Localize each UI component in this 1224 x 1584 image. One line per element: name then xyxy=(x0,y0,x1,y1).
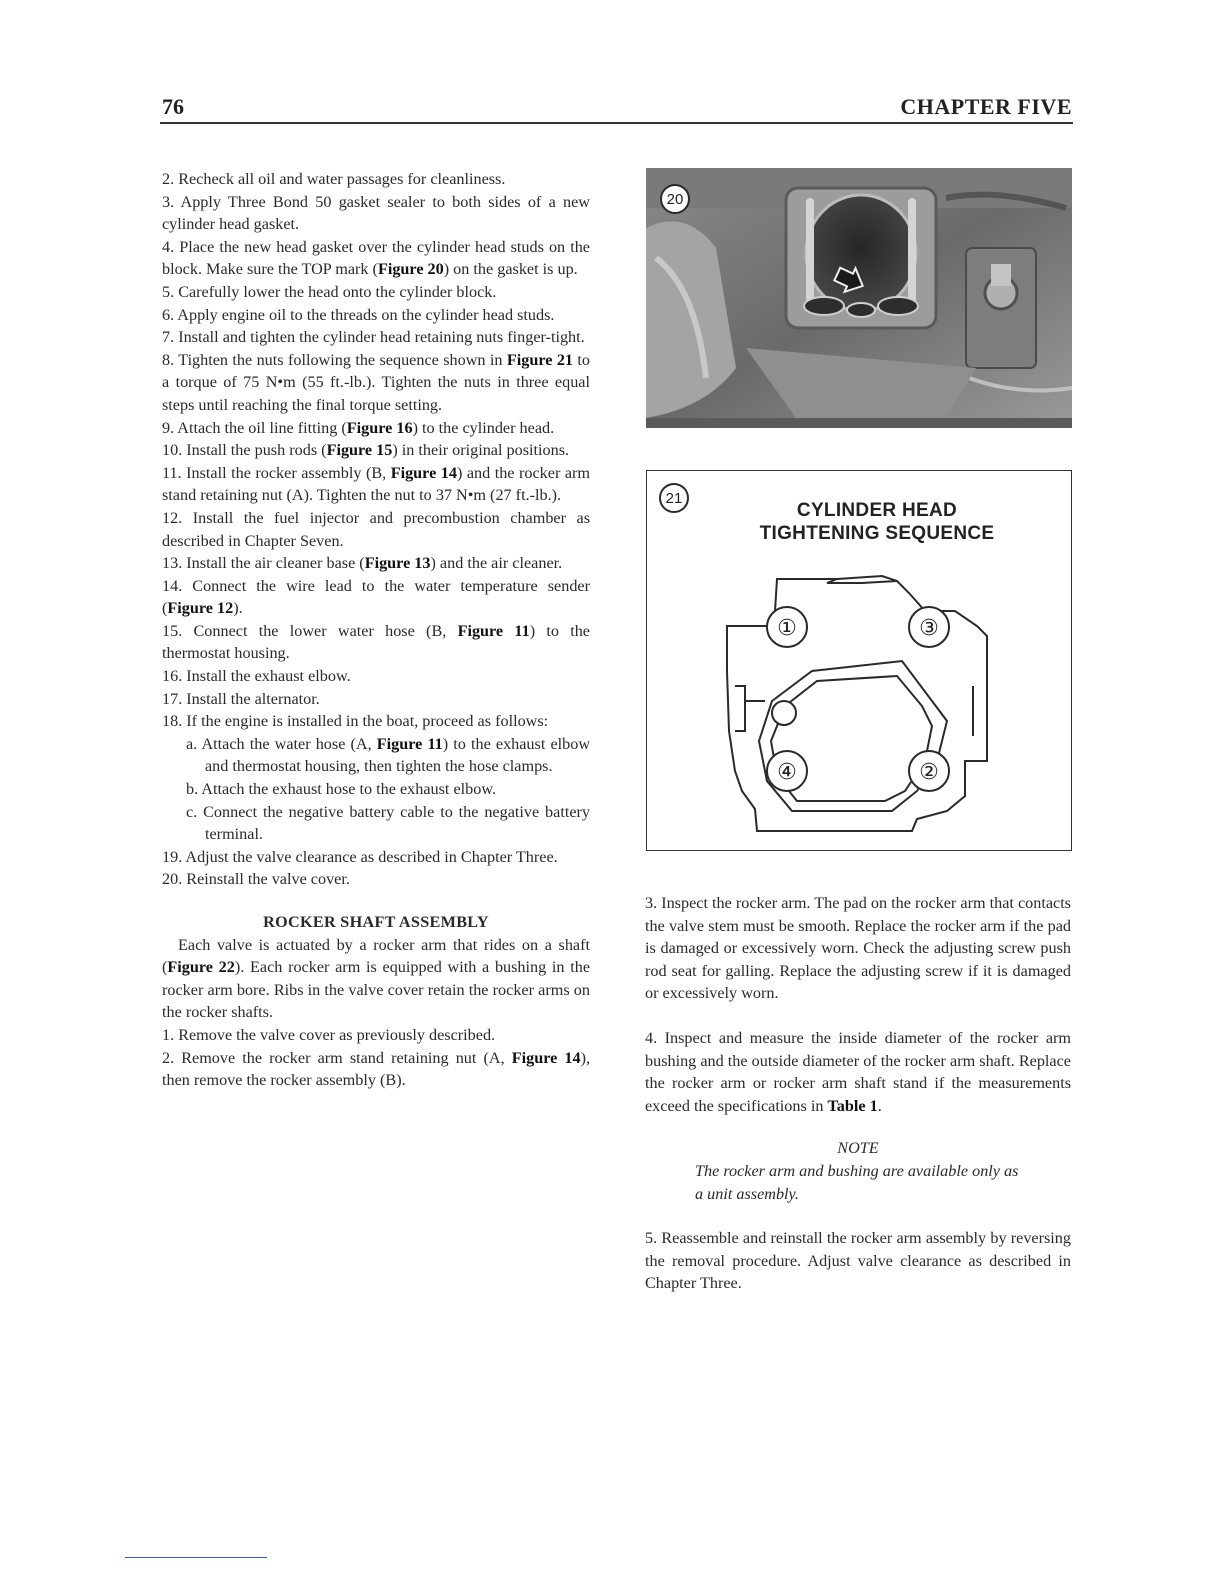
step-8: 8. Tighten the nuts following the sequence shown in Figure 21 to a torque of 75 N•m (55 ft.-lb.). Tighten the nuts in three equal steps until reaching the final torque setting. xyxy=(162,350,591,414)
note-title: NOTE xyxy=(837,1139,879,1158)
step-14: 14. Connect the wire lead to the water temperature sender (Figure 12). xyxy=(162,576,590,618)
figure-ref: Figure 11 xyxy=(457,621,530,640)
left-column xyxy=(162,168,590,1092)
step-12: 12. Install the fuel injector and precombustion chamber as described in Chapter Seven. xyxy=(162,508,590,550)
figure-ref: Figure 21 xyxy=(506,350,574,369)
chapter-title: CHAPTER FIVE xyxy=(900,94,1072,119)
figure-21-diagram xyxy=(646,470,1072,851)
figure-ref: Figure 15 xyxy=(326,441,393,460)
step-11: 11. Install the rocker assembly (B, Figure 14) and the rocker arm stand retaining nut (A). Tighten the nut to 37 N•m (27 ft.-lb.). xyxy=(162,463,591,505)
footer-line xyxy=(125,1557,267,1558)
page-number: 76 xyxy=(162,94,184,119)
step-2: 2. Recheck all oil and water passages for cleanliness. xyxy=(162,170,506,188)
rocker-step-3: 3. Inspect the rocker arm. The pad on the rocker arm that contacts the valve stem must be smooth. Replace the rocker arm if the pad is damaged or excessively worn. Check the adjusting screw push rod seat for galling. Replace the adjusting screw if it is damaged or excessively worn. xyxy=(645,894,1071,1003)
header-divider xyxy=(160,122,1073,124)
step-7: 7. Install and tighten the cylinder head retaining nuts finger-tight. xyxy=(162,328,585,347)
rocker-step-5: 5. Reassemble and reinstall the rocker arm assembly by reversing the removal procedure. Adjust valve clearance as described in Chapter Three. xyxy=(645,1229,1071,1293)
figure-ref: Figure 16 xyxy=(346,418,413,437)
bolt-label-1: ① xyxy=(777,616,797,641)
step-6: 6. Apply engine oil to the threads on the cylinder head studs. xyxy=(162,305,555,324)
step-9: 9. Attach the oil line fitting (Figure 16) to the cylinder head. xyxy=(162,418,555,437)
step-19: 19. Adjust the valve clearance as described in Chapter Three. xyxy=(162,847,558,866)
step-20: 20. Reinstall the valve cover. xyxy=(162,870,350,889)
bolt-label-2: ② xyxy=(919,760,939,785)
step-5: 5. Carefully lower the head onto the cylinder block. xyxy=(162,282,497,301)
figure-ref: Figure 13 xyxy=(364,554,431,573)
step-17: 17. Install the alternator. xyxy=(162,689,320,708)
figure-ref: Figure 22 xyxy=(167,958,235,977)
figure-20-photo xyxy=(646,168,1072,428)
right-column xyxy=(645,892,1071,1295)
step-3: 3. Apply Three Bond 50 gasket sealer to both sides of a new cylinder head gasket. xyxy=(162,192,590,234)
rocker-step-2: 2. Remove the rocker arm stand retaining nut (A, Figure 14), then remove the rocker assembly (B). xyxy=(162,1048,590,1090)
step-18a: a. Attach the water hose (A, Figure 11) to the exhaust elbow and thermostat housing, then tighten the hose clamps. xyxy=(186,734,591,776)
step-18c: c. Connect the negative battery cable to the negative battery terminal. xyxy=(186,802,590,844)
rocker-step-4: 4. Inspect and measure the inside diameter of the rocker arm bushing and the outside diameter of the rocker arm shaft. Replace the rocker arm or rocker arm shaft stand if the measurements exceed the specifications in Table 1. xyxy=(645,1028,1071,1115)
step-18: 18. If the engine is installed in the boat, proceed as follows: xyxy=(162,712,549,731)
bolt-label-4: ④ xyxy=(777,760,797,785)
step-13: 13. Install the air cleaner base (Figure 13) and the air cleaner. xyxy=(162,554,563,573)
table-ref: Table 1 xyxy=(827,1096,878,1115)
figure-ref: Figure 12 xyxy=(167,599,234,618)
figure-21-number: 21 xyxy=(659,483,689,513)
engine-photo-illustration xyxy=(646,168,1072,428)
figure-ref: Figure 20 xyxy=(377,260,444,279)
figure-ref: Figure 14 xyxy=(390,463,457,482)
rocker-step-1: 1. Remove the valve cover as previously described. xyxy=(162,1025,496,1044)
diagram-title: CYLINDER HEAD TIGHTENING SEQUENCE xyxy=(759,500,995,544)
step-16: 16. Install the exhaust elbow. xyxy=(162,667,351,686)
section-intro: Each valve is actuated by a rocker arm that rides on a shaft (Figure 22). Each rocker arm is equipped with a bushing in the rocker arm bore. Ribs in the valve cover retain the rocker arms on the rocker shafts. xyxy=(162,935,590,1022)
step-18b: b. Attach the exhaust hose to the exhaust elbow. xyxy=(186,780,497,799)
cylinder-head-drawing xyxy=(647,471,1073,852)
figure-20-number: 20 xyxy=(660,184,690,214)
step-10: 10. Install the push rods (Figure 15) in their original positions. xyxy=(162,441,570,460)
bolt-label-3: ③ xyxy=(919,616,939,641)
step-15: 15. Connect the lower water hose (B, Figure 11) to the thermostat housing. xyxy=(162,621,590,663)
step-4: 4. Place the new head gasket over the cylinder head studs on the block. Make sure the TOP mark (Figure 20) on the gasket is up. xyxy=(162,237,590,279)
note-body: The rocker arm and bushing are available only as a unit assembly. xyxy=(695,1161,1019,1203)
figure-ref: Figure 14 xyxy=(511,1048,581,1067)
figure-ref: Figure 11 xyxy=(376,734,443,753)
section-heading: ROCKER SHAFT ASSEMBLY xyxy=(263,913,489,931)
